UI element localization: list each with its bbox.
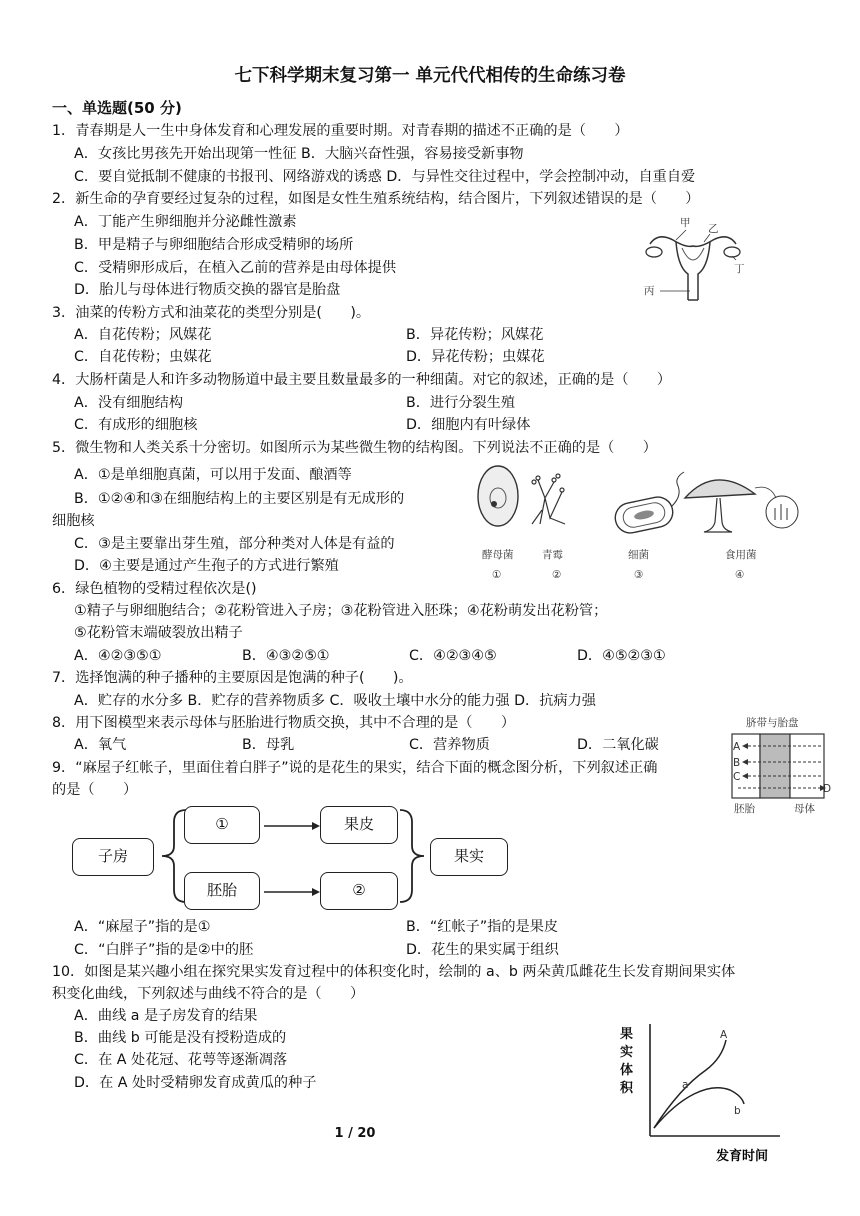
q8-option-d: D．二氧化碳	[577, 737, 659, 753]
microbe-name-3: 细菌	[628, 549, 649, 561]
q2-option-d: D．胎儿与母体进行物质交换的器官是胎盘	[74, 282, 341, 298]
box-peel: 果皮	[320, 806, 398, 844]
q10-stem-cont: 积变化曲线，下列叙述与曲线不符合的是（ ）	[52, 986, 365, 1002]
penicillium-drawing	[532, 474, 565, 524]
q3-option-b: B．异花传粉；风媒花	[406, 327, 544, 343]
q6-steps-line2: ⑤花粉管末端破裂放出精子	[74, 625, 243, 641]
q1-options-line1: A．女孩比男孩先开始出现第一性征 B．大脑兴奋性强，容易接受新事物	[74, 146, 524, 162]
microbe-num-3: ③	[634, 569, 644, 581]
q4-option-a: A．没有细胞结构	[74, 395, 184, 411]
q9-stem-cont: 的是（ ）	[52, 782, 138, 798]
label-A: A	[733, 741, 741, 753]
q2-stem: 2．新生命的孕育要经过复杂的过程，如图是女性生殖系统结构，结合图片，下列叙述错误的是（ ）	[52, 191, 700, 207]
microbe-num-2: ②	[552, 569, 562, 581]
q3-option-c: C．自花传粉；虫媒花	[74, 349, 212, 365]
q5-option-a: A．①是单细胞真菌，可以用于发面、酿酒等	[74, 467, 352, 483]
label-ding: 丁	[734, 263, 745, 275]
q6-steps-line1: ①精子与卵细胞结合；②花粉管进入子房；③花粉管进入胚珠；④花粉萌发出花粉管；	[74, 603, 608, 619]
q4-stem: 4．大肠杆菌是人和许多动物肠道中最主要且数量最多的一种细菌。对它的叙述，正确的是（ ）	[52, 372, 672, 388]
q9-stem: 9．“麻屋子红帐子，里面住着白胖子”说的是花生的果实，结合下面的概念图分析，下列叙述正确	[52, 760, 658, 776]
curve-a-label: a	[682, 1079, 689, 1091]
curve-a	[654, 1040, 726, 1128]
microbe-num-1: ①	[492, 569, 502, 581]
q5-option-b-cont: 细胞核	[52, 513, 95, 529]
label-embryo: 胚胎	[734, 803, 755, 815]
q6-stem: 6．绿色植物的受精过程依次是()	[52, 581, 257, 597]
label-D: D	[823, 783, 832, 795]
q9-option-b: B．“红帐子”指的是果皮	[406, 919, 559, 935]
label-mother: 母体	[794, 803, 815, 815]
point-A-label: A	[720, 1029, 728, 1041]
q3-option-a: A．自花传粉；风媒花	[74, 327, 212, 343]
q7-options: A．贮存的水分多 B．贮存的营养物质多 C．吸收土壤中水分的能力强 D．抗病力强	[74, 693, 596, 709]
q1-stem: 1．青春期是人一生中身体发育和心理发展的重要时期。对青春期的描述不正确的是（ ）	[52, 123, 629, 139]
box-embryo: 胚胎	[184, 872, 260, 910]
microbes-figure	[470, 458, 800, 586]
bacterium-drawing	[613, 472, 684, 536]
q9-option-a: A．“麻屋子”指的是①	[74, 919, 211, 935]
q10-option-b: B．曲线 b 可能是没有授粉造成的	[74, 1030, 287, 1046]
label-C: C	[733, 771, 741, 783]
page-title: 七下科学期末复习第一 单元代代相传的生命练习卷	[234, 66, 626, 86]
q10-stem: 10．如图是某兴趣小组在探究果实发育过程中的体积变化时，绘制的 a、b 两朵黄瓜雌花生长发育期间果实体	[52, 964, 736, 980]
microbe-name-2: 青霉	[542, 549, 563, 561]
q9-option-d: D．花生的果实属于组织	[406, 942, 559, 958]
page-number: 1 / 20	[334, 1126, 376, 1141]
label-yi: 乙	[708, 223, 719, 235]
q8-stem: 8．用下图模型来表示母体与胚胎进行物质交换，其中不合理的是（ ）	[52, 715, 516, 731]
q6-option-a: A．④②③⑤①	[74, 648, 162, 664]
label-umbilical-placenta: 脐带与胎盘	[746, 717, 799, 729]
arrows	[260, 806, 320, 916]
label-jia: 甲	[680, 217, 691, 229]
box-2: ②	[320, 872, 398, 910]
label-bing: 丙	[644, 285, 655, 297]
q6-option-d: D．④⑤②③①	[577, 648, 666, 664]
microbe-name-4: 食用菌	[725, 549, 757, 561]
x-axis-label: 发育时间	[716, 1149, 769, 1164]
q2-option-a: A．丁能产生卵细胞并分泌雌性激素	[74, 214, 297, 230]
q3-stem: 3．油菜的传粉方式和油菜花的类型分别是( )。	[52, 305, 371, 321]
section-heading: 一、单选题(50 分)	[52, 99, 182, 117]
q4-option-b: B．进行分裂生殖	[406, 395, 516, 411]
q2-option-b: B．甲是精子与卵细胞结合形成受精卵的场所	[74, 237, 354, 253]
q9-option-c: C．“白胖子”指的是②中的胚	[74, 942, 254, 958]
microbe-name-1: 酵母菌	[482, 549, 514, 561]
fruit-volume-graph	[610, 1018, 790, 1168]
exchange-model-figure	[724, 712, 834, 816]
q5-option-b: B．①②④和③在细胞结构上的主要区别是有无成形的	[74, 491, 405, 507]
q7-stem: 7．选择饱满的种子播种的主要原因是饱满的种子( )。	[52, 670, 413, 686]
q8-option-a: A．氧气	[74, 737, 127, 753]
q6-option-c: C．④②③④⑤	[409, 648, 497, 664]
q5-option-d: D．④主要是通过产生孢子的方式进行繁殖	[74, 558, 339, 574]
box-1: ①	[184, 806, 260, 844]
q8-option-b: B．母乳	[242, 737, 295, 753]
q4-option-d: D．细胞内有叶绿体	[406, 417, 531, 433]
box-ovary: 子房	[72, 838, 154, 876]
curve-b-label: b	[734, 1105, 741, 1117]
q10-option-d: D．在 A 处时受精卵发育成黄瓜的种子	[74, 1075, 317, 1091]
q3-option-d: D．异花传粉；虫媒花	[406, 349, 545, 365]
q5-stem: 5．微生物和人类关系十分密切。如图所示为某些微生物的结构图。下列说法不正确的是（ ）	[52, 440, 657, 456]
y-axis-label-text: 果实体积	[620, 1027, 634, 1096]
label-B: B	[733, 757, 741, 769]
mushroom-drawing	[685, 480, 798, 532]
q1-options-line2: C．要自觉抵制不健康的书报刊、网络游戏的诱惑 D．与异性交往过程中，学会控制冲动，自重自爱	[74, 169, 696, 185]
q10-option-c: C．在 A 处花冠、花萼等逐渐凋落	[74, 1052, 288, 1068]
box-fruit: 果实	[430, 838, 508, 876]
q2-option-c: C．受精卵形成后，在植入乙前的营养是由母体提供	[74, 260, 397, 276]
q4-option-c: C．有成形的细胞核	[74, 417, 198, 433]
microbe-num-4: ④	[735, 569, 745, 581]
yeast-drawing	[478, 466, 518, 526]
female-reproductive-figure	[638, 212, 748, 312]
q5-option-c: C．③是主要靠出芽生殖，部分种类对人体是有益的	[74, 536, 395, 552]
q8-option-c: C．营养物质	[409, 737, 490, 753]
q10-option-a: A．曲线 a 是子房发育的结果	[74, 1008, 258, 1024]
q6-option-b: B．④③②⑤①	[242, 648, 330, 664]
